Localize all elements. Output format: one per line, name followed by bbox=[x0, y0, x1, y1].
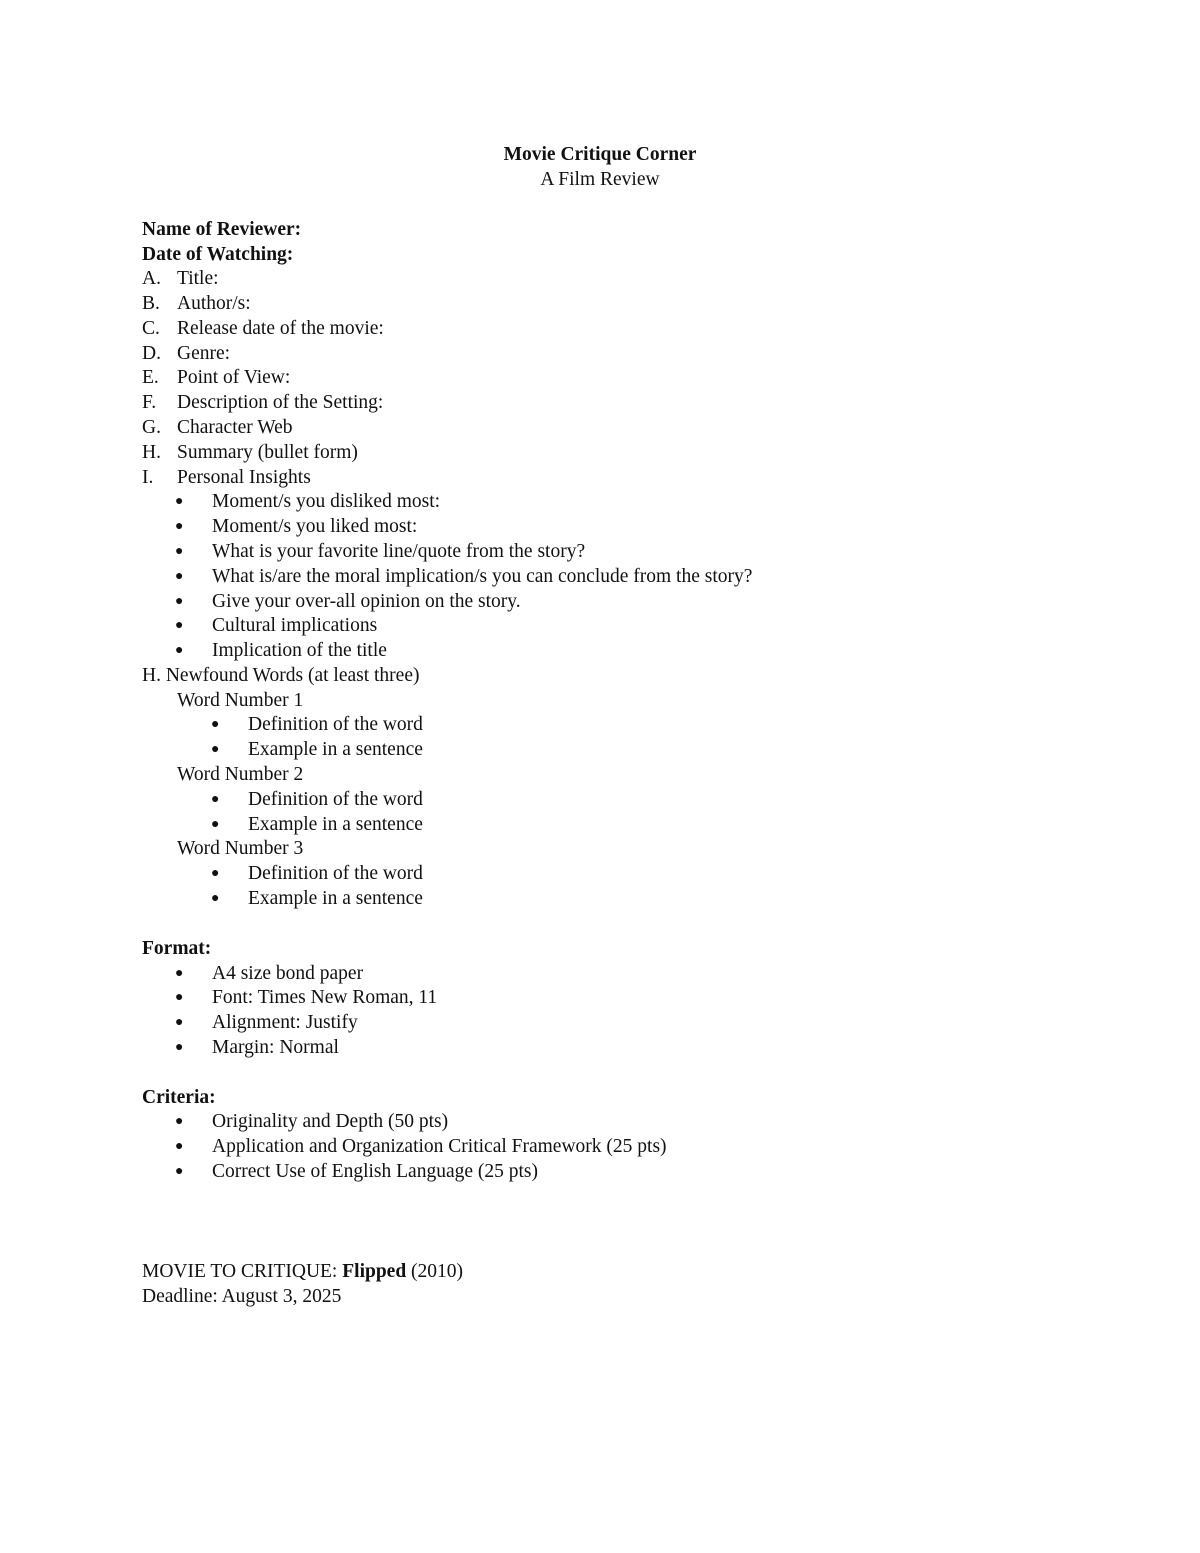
outline-letter: G. bbox=[142, 417, 161, 438]
outline-text: Release date of the movie: bbox=[177, 318, 384, 339]
word-definition: Definition of the word bbox=[248, 863, 423, 884]
outline-text: Point of View: bbox=[177, 367, 291, 388]
outline-text: Genre: bbox=[177, 343, 231, 364]
outline-item bbox=[142, 390, 383, 415]
format-item: Margin: Normal bbox=[212, 1037, 339, 1058]
insight-item: Moment/s you disliked most: bbox=[212, 491, 441, 512]
insight-item: Give your over-all opinion on the story. bbox=[212, 591, 521, 612]
criteria-item: Originality and Depth (50 pts) bbox=[212, 1111, 449, 1132]
insight-item: Moment/s you liked most: bbox=[212, 516, 418, 537]
movie-prefix: MOVIE TO CRITIQUE: bbox=[142, 1261, 343, 1282]
bullet-icon: ● bbox=[175, 519, 184, 534]
format-item: Font: Times New Roman, 11 bbox=[212, 987, 438, 1008]
bullet-icon: ● bbox=[175, 1114, 184, 1129]
word-label: Word Number 1 bbox=[177, 690, 304, 711]
insight-item: Cultural implications bbox=[212, 615, 378, 636]
bullet-icon: ● bbox=[211, 817, 220, 832]
bullet-icon: ● bbox=[211, 866, 220, 881]
outline-letter: D. bbox=[142, 343, 161, 364]
outline-item bbox=[142, 291, 251, 316]
bullet-icon: ● bbox=[175, 1015, 184, 1030]
bullet-icon: ● bbox=[175, 643, 184, 658]
outline-item bbox=[142, 440, 358, 465]
bullet-icon: ● bbox=[175, 1164, 184, 1179]
bullet-icon: ● bbox=[175, 494, 184, 509]
bullet-icon: ● bbox=[175, 618, 184, 633]
outline-item bbox=[142, 316, 384, 341]
word-definition: Definition of the word bbox=[248, 789, 423, 810]
outline-text: Character Web bbox=[177, 417, 293, 438]
outline-letter: I. bbox=[142, 467, 154, 488]
outline-item bbox=[142, 341, 230, 366]
outline-text: Title: bbox=[177, 268, 219, 289]
bullet-icon: ● bbox=[211, 742, 220, 757]
bullet-icon: ● bbox=[175, 990, 184, 1005]
bullet-icon: ● bbox=[175, 594, 184, 609]
word-definition: Definition of the word bbox=[248, 714, 423, 735]
outline-text: Summary (bullet form) bbox=[177, 442, 358, 463]
document-title: Movie Critique Corner bbox=[503, 144, 697, 165]
insight-item: What is your favorite line/quote from the story? bbox=[212, 541, 586, 562]
movie-year: (2010) bbox=[406, 1261, 464, 1282]
bullet-icon: ● bbox=[175, 1139, 184, 1154]
movie-title: Flipped bbox=[342, 1261, 407, 1282]
criteria-heading: Criteria: bbox=[142, 1087, 216, 1108]
criteria-item: Correct Use of English Language (25 pts) bbox=[212, 1161, 538, 1182]
insight-item: Implication of the title bbox=[212, 640, 387, 661]
newfound-heading: H. Newfound Words (at least three) bbox=[142, 665, 420, 686]
format-heading: Format: bbox=[142, 938, 212, 959]
format-item: A4 size bond paper bbox=[212, 963, 364, 984]
bullet-icon: ● bbox=[211, 717, 220, 732]
word-example: Example in a sentence bbox=[248, 814, 423, 835]
word-label: Word Number 3 bbox=[177, 838, 304, 859]
outline-text: Description of the Setting: bbox=[177, 392, 384, 413]
outline-letter: F. bbox=[142, 392, 157, 413]
outline-text: Author/s: bbox=[177, 293, 251, 314]
reviewer-name-label: Name of Reviewer: bbox=[142, 219, 302, 240]
bullet-icon: ● bbox=[175, 966, 184, 981]
deadline: Deadline: August 3, 2025 bbox=[142, 1286, 342, 1307]
bullet-icon: ● bbox=[175, 569, 184, 584]
outline-text: Personal Insights bbox=[177, 467, 311, 488]
outline-letter: E. bbox=[142, 367, 159, 388]
word-example: Example in a sentence bbox=[248, 739, 423, 760]
bullet-icon: ● bbox=[211, 792, 220, 807]
insight-item: What is/are the moral implication/s you can conclude from the story? bbox=[212, 566, 753, 587]
criteria-item: Application and Organization Critical Framework (25 pts) bbox=[212, 1136, 667, 1157]
outline-letter: C. bbox=[142, 318, 160, 339]
outline-item bbox=[142, 415, 293, 440]
outline-item bbox=[142, 266, 219, 291]
format-item: Alignment: Justify bbox=[212, 1012, 358, 1033]
outline-letter: B. bbox=[142, 293, 160, 314]
bullet-icon: ● bbox=[175, 544, 184, 559]
outline-item bbox=[142, 365, 290, 390]
outline-item bbox=[142, 465, 311, 490]
outline-letter: H. bbox=[142, 442, 161, 463]
watch-date-label: Date of Watching: bbox=[142, 244, 294, 265]
document-subtitle: A Film Review bbox=[540, 169, 660, 190]
word-label: Word Number 2 bbox=[177, 764, 304, 785]
word-example: Example in a sentence bbox=[248, 888, 423, 909]
bullet-icon: ● bbox=[211, 891, 220, 906]
outline-letter: A. bbox=[142, 268, 161, 289]
bullet-icon: ● bbox=[175, 1040, 184, 1055]
movie-to-critique bbox=[142, 1259, 463, 1284]
